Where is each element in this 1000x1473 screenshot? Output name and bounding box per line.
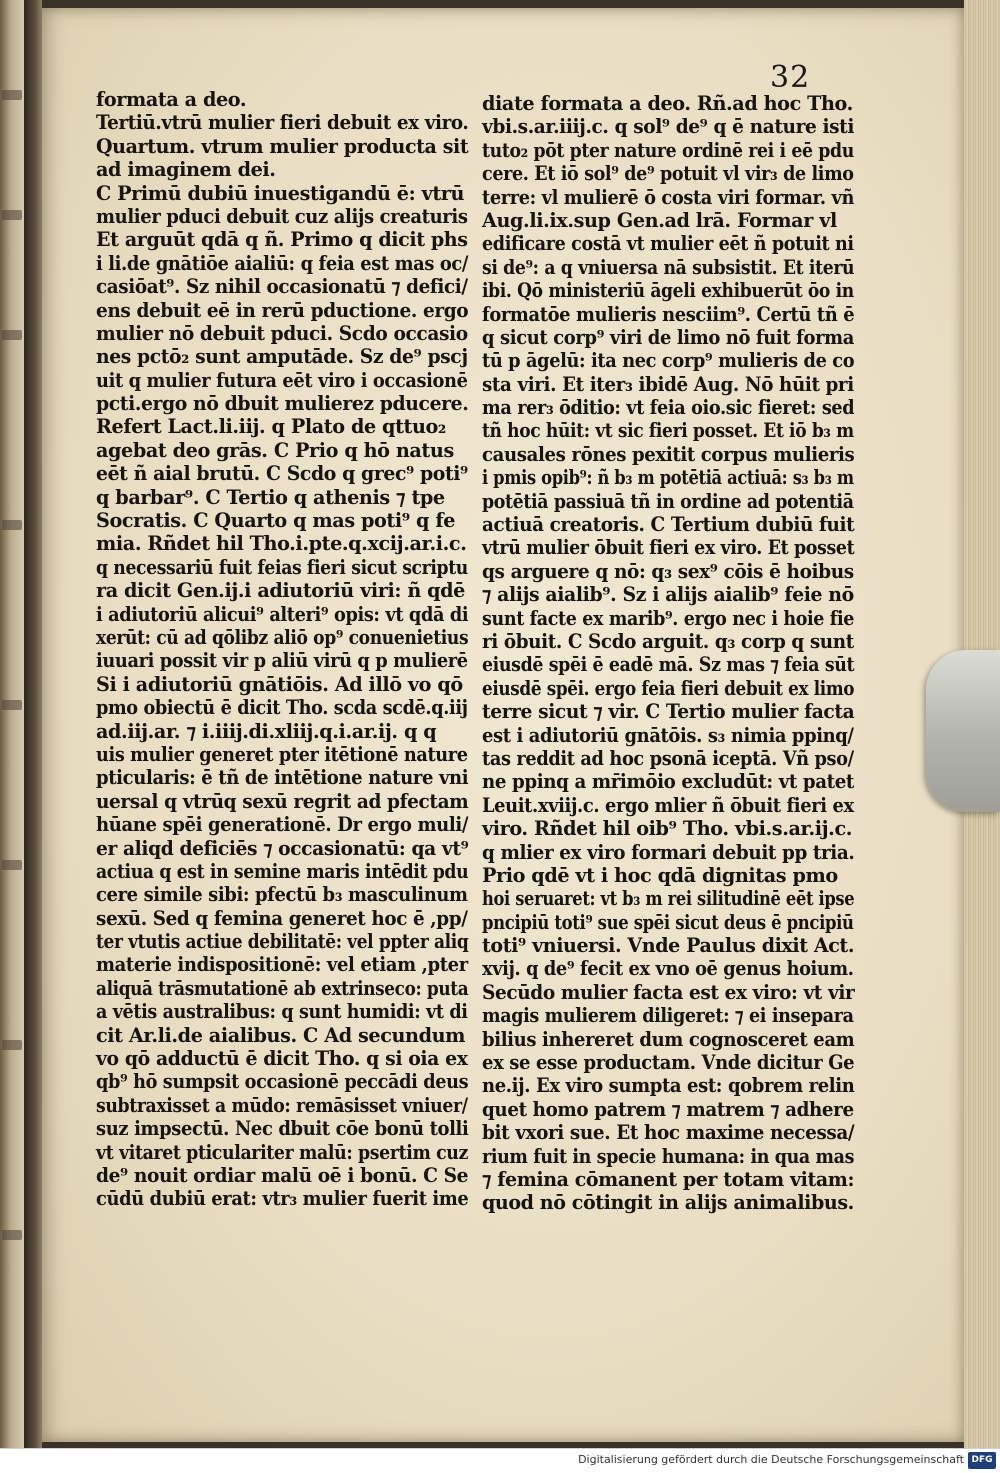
text-line: tuto₂ pōt pter nature ordinē rei i eē pdu (482, 138, 854, 162)
facing-page-text-fragment (2, 860, 22, 870)
text-line: toti⁹ vniuersi. Vnde Paulus dixit Act. (482, 934, 855, 958)
text-line: potētiā passiuā tñ in ordine ad potentiā (482, 489, 854, 513)
text-line: mia. Rñdet hil Tho.i.pte.q.xcij.ar.i.c. (96, 532, 467, 556)
text-line: xerūt: cū ad qōlibz aliō op⁹ conuenietius (96, 625, 469, 649)
text-line: ter vtutis actiue debilitatē: vel ppter aliq (96, 930, 469, 954)
text-line: vbi.s.ar.iiij.c. q sol⁹ de⁹ q ē nature isti (482, 115, 855, 139)
text-line: edificare costā vt mulier eēt ñ potuit ni (482, 232, 854, 256)
text-line: bit vxori sue. Et hoc maxime necessa/ (482, 1121, 855, 1145)
text-line: mulier pduci debuit cuz alijs creaturis (96, 204, 468, 228)
text-line: diate formata a deo. Rñ.ad hoc Tho. (482, 92, 853, 115)
text-line: uis mulier generet pter itētionē nature (96, 742, 468, 766)
text-line: ibi. Qō ministeriū āgeli exhibuerūt ōo in (482, 279, 854, 303)
text-line: pncipiū toti⁹ sue spēi sicut deus ē pncipiū (482, 910, 854, 934)
text-line: cere. Et iō sol⁹ de⁹ potuit vl vir₃ de limo (482, 162, 854, 186)
right-text-column (482, 92, 854, 1215)
text-line: vt vitaret pticulariter malū: psertim cuz (96, 1140, 469, 1164)
facing-page-text-fragment (2, 700, 22, 710)
facing-page-text-fragment (2, 330, 22, 340)
dfg-logo: DFG (968, 1452, 996, 1469)
text-line: C Primū dubiū inuestigandū ē: vtrū (96, 181, 465, 205)
text-line: q sicut corp⁹ viri de limo nō fuit forma (482, 325, 855, 349)
text-line: casiōat⁹. Sz nihil occasionatū ⁊ defici/ (96, 275, 468, 299)
text-line: actiua q est in semine maris intēdit pdu (96, 859, 469, 883)
text-line: i li.de gnātiōe aialiū: q feia est mas oc/ (96, 251, 469, 275)
text-line: eiusdē spēi. ergo feia fieri debuit ex limo (482, 676, 855, 700)
text-line: ⁊ femina cōmanent per totam vitam: (482, 1167, 855, 1191)
text-line: tñ hoc hūit: vt sic fieri posset. Et iō b₃ m (482, 419, 854, 443)
text-line: uersal q vtrūq sexū regrit ad pfectam (96, 789, 469, 813)
text-line: ra dicit Gen.ij.i adiutoriū viri: ñ qdē (96, 579, 465, 603)
left-text-column (96, 88, 468, 1211)
text-line: cit Ar.li.de aialibus. C Ad secundum (96, 1023, 466, 1047)
footer-bar (0, 1448, 1000, 1473)
text-line: hūane spēi generationē. Dr ergo muli/ (96, 813, 469, 837)
text-line: uit q mulier futura eēt viro i occasionē (96, 368, 468, 392)
text-line: sunt facte ex marib⁹. ergo nec i hoie fie (482, 606, 855, 630)
text-line: quet homo patrem ⁊ matrem ⁊ adhere (482, 1097, 854, 1121)
text-line: de⁹ nouit ordiar malū oē i bonū. C Se (96, 1163, 469, 1187)
text-line: Quartum. vtrum mulier producta sit (96, 134, 469, 158)
text-line: ad imaginem dei. (96, 158, 276, 182)
text-line: i pmis opib⁹: ñ b₃ m potētiā actiuā: s₃ b₃ m (482, 466, 854, 490)
text-line: terre: vl mulierē ō costa viri formar. vñ (482, 185, 854, 209)
facing-page-text-fragment (2, 90, 22, 100)
text-line: formatōe mulieris nesciim⁹. Certū tñ ē (482, 302, 855, 326)
text-line: i adiutoriū alicui⁹ alteri⁹ opis: vt qdā di (96, 602, 469, 626)
text-line: si de⁹: a q vniuersa nā subsistit. Et iterū (482, 255, 855, 279)
text-line: xvij. q de⁹ fecit ex vno oē genus hoium. (482, 957, 854, 981)
text-line: nes pctō₂ sunt amputāde. Sz de⁹ pscj (96, 345, 468, 369)
facing-page-text-fragment (2, 1040, 22, 1050)
text-line: agebat deo grās. C Prio q hō natus (96, 438, 454, 462)
text-line: bilius inhereret dum cognosceret eam (482, 1027, 855, 1051)
text-line: ⁊ alijs aialib⁹. Sz i alijs aialib⁹ feie nō (482, 583, 854, 607)
text-line: eiusdē spēi ē eadē mā. Sz mas ⁊ feia sūt (482, 653, 855, 677)
text-line: vo qō adductū ē dicit Tho. q si oia ex (96, 1047, 468, 1071)
text-line: materie indispositionē: vel etiam ,pter (96, 953, 468, 977)
text-line: pcti.ergo nō dbuit mulierez pducere. (96, 392, 469, 416)
text-line: suz impsectū. Nec dbuit cōe bonū tolli (96, 1117, 469, 1141)
text-line: Leuit.xviij.c. ergo mlier ñ ōbuit fieri ex (482, 793, 854, 817)
text-line: mulier nō debuit pduci. Scdo occasio (96, 321, 468, 345)
text-line: q necessariū fuit feias fieri sicut scriptu (96, 555, 468, 579)
text-line: vtrū mulier ōbuit fieri ex viro. Et posset (482, 536, 855, 560)
text-line: tas reddit ad hoc psonā iceptā. Vñ pso/ (482, 746, 854, 770)
text-line: eēt ñ aial brutū. C Scdo q grec⁹ poti⁹ (96, 462, 468, 486)
text-line: formata a deo. (96, 88, 247, 111)
text-line: a vētis australibus: q sunt humidi: vt di (96, 1000, 468, 1024)
text-line: qb⁹ hō sumpsit occasionē peccādi deus (96, 1070, 469, 1094)
text-line: ad.iij.ar. ⁊ i.iiij.di.xliij.q.i.ar.ij. q q (96, 719, 437, 743)
text-line: cūdū dubiū erat: vtr₃ mulier fuerit ime (96, 1187, 469, 1211)
folio-number: 32 (770, 60, 811, 95)
text-line: ne.ij. Ex viro sumpta est: qobrem relin (482, 1074, 855, 1098)
text-line: ne ppinq a mr̄imōio excludūt: vt patet (482, 770, 854, 794)
book-gutter (24, 0, 42, 1448)
facing-page-edge (0, 0, 24, 1448)
text-line: Socratis. C Quarto q mas poti⁹ q fe (96, 509, 456, 533)
text-line: Refert Lact.li.iij. q Plato de qttuo₂ (96, 415, 446, 439)
text-line: er aliqd deficiēs ⁊ occasionatū: qa vt⁹ (96, 836, 469, 860)
text-line: sexū. Sed q femina generet hoc ē ,pp/ (96, 906, 468, 930)
text-line: rium fuit in specie humana: in qua mas (482, 1144, 855, 1168)
text-line: magis mulierem diligeret: ⁊ ei insepara (482, 1004, 854, 1028)
text-line: Secūdo mulier facta est ex viro: vt vir (482, 980, 855, 1004)
text-line: qs arguere q nō: q₃ sex⁹ cōis ē hoibus (482, 559, 854, 583)
facing-page-text-fragment (2, 520, 22, 530)
text-line: Et arguūt qdā q ñ. Primo q dicit phs (96, 228, 468, 252)
funding-credit: Digitalisierung gefördert durch die Deutsche Forschungsgemeinschaft (578, 1453, 964, 1466)
text-line: quod nō cōtingit in alijs animalibus. (482, 1191, 854, 1215)
text-line: hoi seruaret: vt b₃ m rei silitudinē eēt ipse (482, 887, 855, 911)
text-line: Si i adiutoriū gnātiōis. Ad illō vo qō (96, 672, 463, 696)
text-line: iuuari possit vir p aliū virū q p mulierē (96, 649, 468, 673)
text-line: aliquā trāsmutationē ab extrinseco: puta (96, 976, 469, 1000)
text-line: viro. Rñdet hil oib⁹ Tho. vbi.s.ar.ij.c. (482, 817, 853, 841)
text-line: q mlier ex viro formari debuit pp tria. (482, 840, 855, 864)
text-line: ex se esse productam. Vnde dicitur Ge (482, 1051, 855, 1075)
text-line: Prio qdē vt i hoc qdā dignitas pmo (482, 863, 838, 887)
text-line: q barbar⁹. C Tertio q athenis ⁊ tpe (96, 485, 445, 509)
text-line: pticularis: ē tñ de intētione nature vni (96, 766, 469, 790)
text-line: sta viri. Et iter₃ ibidē Aug. Nō hūit pri (482, 372, 854, 396)
text-line: tū p āgelū: ita nec corp⁹ mulieris de co (482, 349, 855, 373)
text-line: cere simile sibi: pfectū b₃ masculinum (96, 883, 468, 907)
facing-page-text-fragment (2, 210, 22, 220)
text-line: causales rōnes pexitit corpus mulieris (482, 442, 855, 466)
text-line: ri ōbuit. C Scdo arguit. q₃ corp q sunt (482, 629, 854, 653)
text-line: subtraxisset a mūdo: remāsisset vniuer/ (96, 1093, 468, 1117)
facing-page-text-fragment (2, 1230, 22, 1240)
text-line: ens debuit eē in rerū pductione. ergo (96, 298, 469, 322)
text-line: actiuā creatoris. C Tertium dubiū fuit (482, 513, 855, 537)
text-line: Tertiū.vtrū mulier fieri debuit ex viro. (96, 111, 469, 135)
text-line: pmo obiectū ē dicit Tho. scda scdē.q.iij (96, 696, 468, 720)
page-clip-holder (926, 650, 1000, 812)
text-line: est i adiutoriū gnātōis. s₃ nimia ppinq/ (482, 723, 854, 747)
text-line: ma rer₃ ōditio: vt feia oio.sic fieret: sed (482, 396, 855, 420)
text-line: Aug.li.ix.sup Gen.ad lrā. Formar vl (482, 208, 837, 232)
text-line: terre sicut ⁊ vir. C Tertio mulier facta (482, 700, 855, 724)
